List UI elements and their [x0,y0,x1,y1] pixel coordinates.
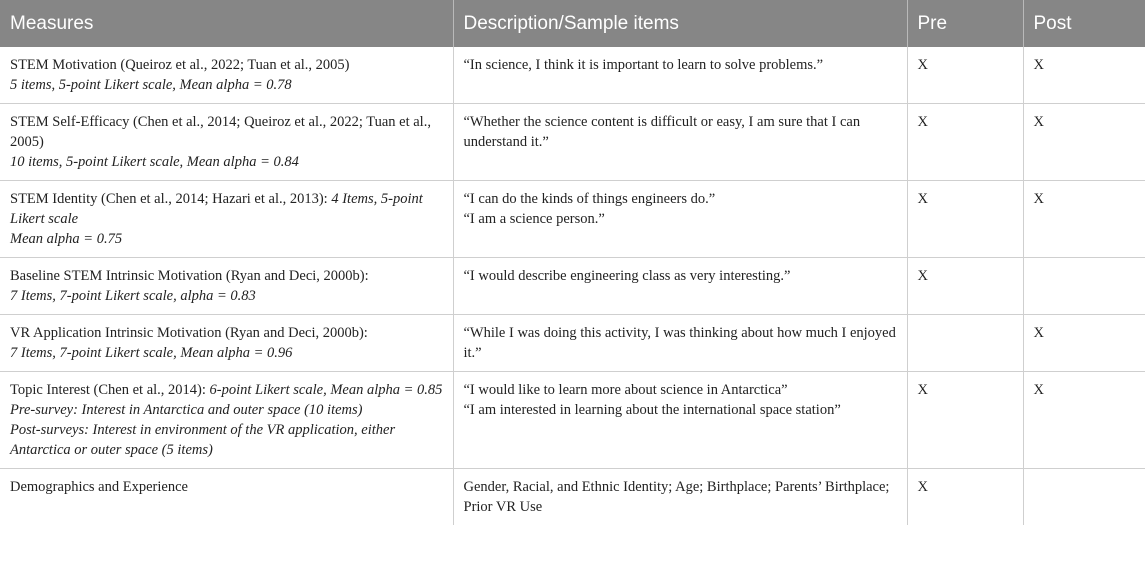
description-cell [453,315,907,372]
table-row [0,104,1145,181]
post-cell [1023,469,1145,526]
table-row [0,47,1145,104]
sample-item: “I would like to learn more about science in Antarctica” [463,382,788,398]
header-measures: Measures [0,0,453,47]
measure-cell [0,372,453,469]
description-cell [453,372,907,469]
measure-detail: 7 Items, 7-point Likert scale, Mean alpha = 0.96 [10,345,293,361]
table-row [0,469,1145,526]
measure-name: STEM Motivation (Queiroz et al., 2022; Tuan et al., 2005) [10,57,350,73]
measure-detail: 7 Items, 7-point Likert scale, alpha = 0.83 [10,288,256,304]
table-row [0,258,1145,315]
post-cell [1023,258,1145,315]
description-cell [453,258,907,315]
measure-detail: 4 Items, 5-point Likert scale [10,191,423,227]
measure-name: Topic Interest (Chen et al., 2014): [10,382,210,398]
measure-cell [0,469,453,526]
sample-item: “I am a science person.” [463,211,605,227]
header-description: Description/Sample items [453,0,907,47]
description-cell [453,47,907,104]
sample-item: “I would describe engineering class as very interesting.” [463,268,791,284]
measure-name: STEM Identity (Chen et al., 2014; Hazari et al., 2013): [10,191,332,207]
measure-name: Demographics and Experience [10,479,188,495]
table-row [0,372,1145,469]
description-cell [453,181,907,258]
pre-cell: X [907,372,1023,469]
pre-cell: X [907,469,1023,526]
post-cell: X [1023,104,1145,181]
pre-cell: X [907,104,1023,181]
measure-detail-2: Mean alpha = 0.75 [10,231,123,247]
header-row [0,0,1145,47]
header-pre: Pre [907,0,1023,47]
pre-cell [907,315,1023,372]
measure-cell [0,258,453,315]
measure-name: STEM Self-Efficacy (Chen et al., 2014; Queiroz et al., 2022; Tuan et al., 2005) [10,114,431,150]
header-post: Post [1023,0,1145,47]
sample-item: “In science, I think it is important to learn to solve problems.” [463,57,824,73]
pre-cell: X [907,258,1023,315]
measure-name: VR Application Intrinsic Motivation (Ryan and Deci, 2000b): [10,325,368,341]
post-cell: X [1023,181,1145,258]
post-cell: X [1023,372,1145,469]
measure-cell [0,315,453,372]
sample-item: “I am interested in learning about the international space station” [463,402,841,418]
measure-detail: 5 items, 5-point Likert scale, Mean alpha = 0.78 [10,77,292,93]
sample-item: “I can do the kinds of things engineers do.” [463,191,716,207]
sample-item: “Whether the science content is difficult or easy, I am sure that I can understand it.” [463,114,861,150]
measure-cell [0,181,453,258]
post-cell: X [1023,47,1145,104]
measure-cell [0,104,453,181]
pre-cell: X [907,47,1023,104]
post-cell: X [1023,315,1145,372]
description-cell [453,104,907,181]
sample-item: “While I was doing this activity, I was thinking about how much I enjoyed it.” [463,325,896,361]
measure-detail-2: Pre-survey: Interest in Antarctica and outer space (10 items) [10,402,363,418]
measure-detail-3: Post-surveys: Interest in environment of the VR application, either Antarctica or outer space (5 items) [10,422,396,458]
description-cell [453,469,907,526]
measure-detail: 6-point Likert scale, Mean alpha = 0.85 [209,382,443,398]
pre-cell: X [907,181,1023,258]
table-row [0,315,1145,372]
table-row [0,181,1145,258]
measure-name: Baseline STEM Intrinsic Motivation (Ryan and Deci, 2000b): [10,268,369,284]
measure-detail: 10 items, 5-point Likert scale, Mean alpha = 0.84 [10,154,299,170]
sample-item: Gender, Racial, and Ethnic Identity; Age; Birthplace; Parents’ Birthplace; Prior VR Use [463,479,890,515]
measure-cell [0,47,453,104]
